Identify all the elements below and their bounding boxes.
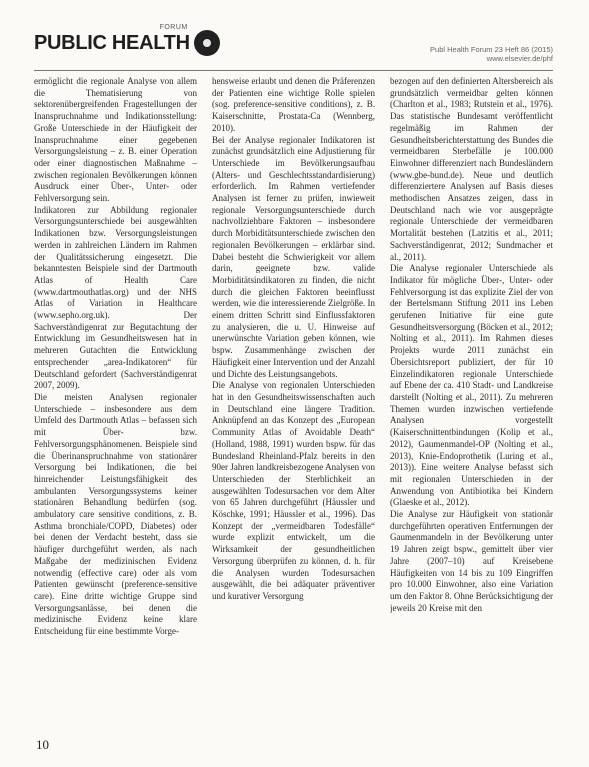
paragraph: hensweise erlaubt und denen die Präferenzen der Patienten eine wichtige Rolle spielen (sog. preference-sensitive conditions), z. B. Kaiserschnitte, Prostata-Ca (Wennberg, 2010). xyxy=(212,76,375,133)
journal-logo xyxy=(34,23,220,56)
paragraph: ermöglicht die regionale Analyse von allem die Thematisierung von sektorenübergreifenden Fragestellungen der Inanspruchnahme und Indikationsstellung: Große Unterschiede in der Häufigkeit der Inanspruchnahme einer gegebenen Versorgungsleistung – z. B. einer Operation oder einer diagnostischen Maßnahme – zwischen regionalen Bevölkerungen können Ausdruck einer Über-, Unter- oder Fehlversorgung sein. xyxy=(34,76,197,204)
paragraph: bezogen auf den definierten Altersbereich als grundsätzlich vermeidbar gelten können (Charlton et al., 1983; Rutstein et al., 1976). Das statistische Bundesamt veröffentlicht regelmäßig im Rahmen der Gesundheitsberichterstattung des Bundes die vermeidbaren Sterbefälle je 100.000 Einwohner differenziert nach Bundesländern (www.gbe-bund.de). Neue und deutlich differenziertere Analysen auf Basis dieses methodischen Ansatzes zeigen, dass in Deutschland nach wie vor ausgeprägte regionale Unterschiede der vermeidbaren Mortalität bestehen (Latzitis et al., 2011; Sachverständigenrat, 2012; Sundmacher et al., 2011). xyxy=(390,76,553,262)
paragraph: Die Analyse zur Häufigkeit von stationär durchgeführten operativen Entfernungen der Gaumenmandeln in der Bevölkerung unter 19 Jahren zeigt bspw., gemittelt über vier Jahre (2007–10) auf Kreisebene Häufigkeiten von 14 bis zu 109 Eingriffen pro 10.000 Einwohner, also eine Variation um den Faktor 8. Ohne Berücksichtigung der jeweils 20 Kreise mit den xyxy=(390,509,553,613)
journal-forum-label: FORUM xyxy=(159,23,188,31)
journal-title xyxy=(34,23,190,55)
journal-logo-mark-icon xyxy=(194,30,220,56)
text-column-2 xyxy=(212,76,375,742)
journal-reference-line-1: Publ Health Forum 23 Heft 86 (2015) xyxy=(430,45,553,54)
paragraph: Die Analyse von regionalen Unterschieden hat in den Gesundheitswissenschaften auch in Deutschland eine längere Tradition. Anknüpfend an das Konzept des „European Community Atlas of Avoidable Death“ (Holland, 1988, 1991) wurden bspw. für das Bundesland Rheinland-Pfalz bereits in den 90er Jahren landkreisbezogene Analysen von Unterschieden der Sterblichkeit an ausgewählten Todesursachen vor dem Alter von 65 Jahren durchgeführt (Häussler und Köschke, 1991; Häussler et al., 1996). Das Konzept der „vermeidbaren Todesfälle“ wurde explizit entwickelt, um die Wirksamkeit der gesundheitlichen Versorgung überprüfen zu können, d. h. für die Analysen wurden Todesursachen ausgewählt, die bei adäquater präventiver und kurativer Versorgung xyxy=(212,380,375,601)
page-number: 10 xyxy=(36,737,49,752)
paragraph: Die meisten Analysen regionaler Unterschiede – insbesondere aus dem Umfeld des Dartmouth Atlas – befassen sich mit Über- bzw. Fehlversorgungsphänomenen. Beispiele sind die Überinanspruchnahme von stationärer Versorgung bei Indikationen, die bei hinreichender Leistungsfähigkeit des ambulanten Versorgungssystems keiner stationären Behandlung bedürfen (sog. ambulatory care sensitive conditions, z. B. Asthma bronchiale/COPD, Diabetes) oder bei denen der Verdacht besteht, dass sie häufiger durchgeführt werden, als nach Maßgabe der medizinischen Evidenz notwendig (effective care) oder als vom Patienten gewünscht (preference-sensitive care). Eine dritte wichtige Gruppe sind Versorgungsanlässe, bei denen die medizinische Evidenz keine klare Entscheidung für eine bestimmte Vorge- xyxy=(34,391,197,637)
text-column-1 xyxy=(34,76,197,742)
paragraph: Die Analyse regionaler Unterschiede als Indikator für mögliche Über-, Unter- oder Fehlversorgung ist das explizite Ziel der von der Bertelsmann Stiftung 2011 ins Leben gerufenen Initiative für eine gute Gesundheitsversorgung (Böcken et al., 2012; Nolting et al., 2011). Im Rahmen dieses Projekts wurde 2011 zunächst ein Übersichtsreport publiziert, der für 10 Einzelindikatoren regionale Unterschiede auf Ebene der ca. 410 Stadt- und Landkreise darstellt (Nolting et al., 2011). Zu mehreren Themen wurden inzwischen vertiefende Analysen vorgestellt (Kaiserschnittentbindungen (Kolip et al., 2012), Gaumenmandel-OP (Nolting et al., 2013), Knie-Endoprothetik (Luring et al., 2013)). Eine weitere Analyse befasst sich mit regionalen Unterschieden in der Anwendung von Antibiotika bei Kindern (Glaeske et al., 2012). xyxy=(390,263,553,508)
paragraph: Indikatoren zur Abbildung regionaler Versorgungsunterschiede bei ausgewählten Indikationen bzw. Versorgungsleistungen werden in zahlreichen Ländern im Rahmen der Qualitätssicherung eingesetzt. Die bekanntesten Beispiele sind der Dartmouth Atlas of Health Care (www.dartmouthatlas.org) und der NHS Atlas of Variation in Healthcare (www.sepho.org.uk). Der Sachverständigenrat zur Begutachtung der Entwicklung im Gesundheitswesen hat in mehreren Gutachten die Entwicklung entsprechender „area-Indikatoren“ für Deutschland gefordert (Sachverständigenrat 2007, 2009). xyxy=(34,204,197,391)
journal-reference-line-2: www.elsevier.de/phf xyxy=(486,54,553,63)
text-column-3 xyxy=(390,76,553,742)
page-header xyxy=(0,0,589,68)
journal-reference xyxy=(430,45,553,63)
paragraph: Bei der Analyse regionaler Indikatoren ist zunächst grundsätzlich eine Adjustierung für Unterschiede im Bevölkerungsaufbau (Alters- und Geschlechtsstandardisierung) erforderlich. Im Rahmen vertiefender Analysen ist ferner zu prüfen, inwieweit regionale Versorgungsunterschiede durch nachvollziehbare Faktoren – insbesondere durch Morbiditätsunterschiede zwischen den regionalen Bevölkerungen – erklärbar sind. Dabei besteht die Schwierigkeit vor allem darin, geeignete bzw. valide Morbiditätsindikatoren zu finden, die nicht durch die gleichen Faktoren beeinflusst werden, wie die interessierende Zielgröße. In einem dritten Schritt sind Einflussfaktoren zu analysieren, die u. U. Hinweise auf unerwünschte Variation geben können, wie bspw. Zusammenhänge zwischen der Häufigkeit einer Intervention und der Anzahl und Dichte des Leistungsangebots. xyxy=(212,134,375,379)
journal-title-text: PUBLIC HEALTH xyxy=(34,31,190,54)
article-body xyxy=(34,76,553,742)
header-divider xyxy=(34,70,553,71)
